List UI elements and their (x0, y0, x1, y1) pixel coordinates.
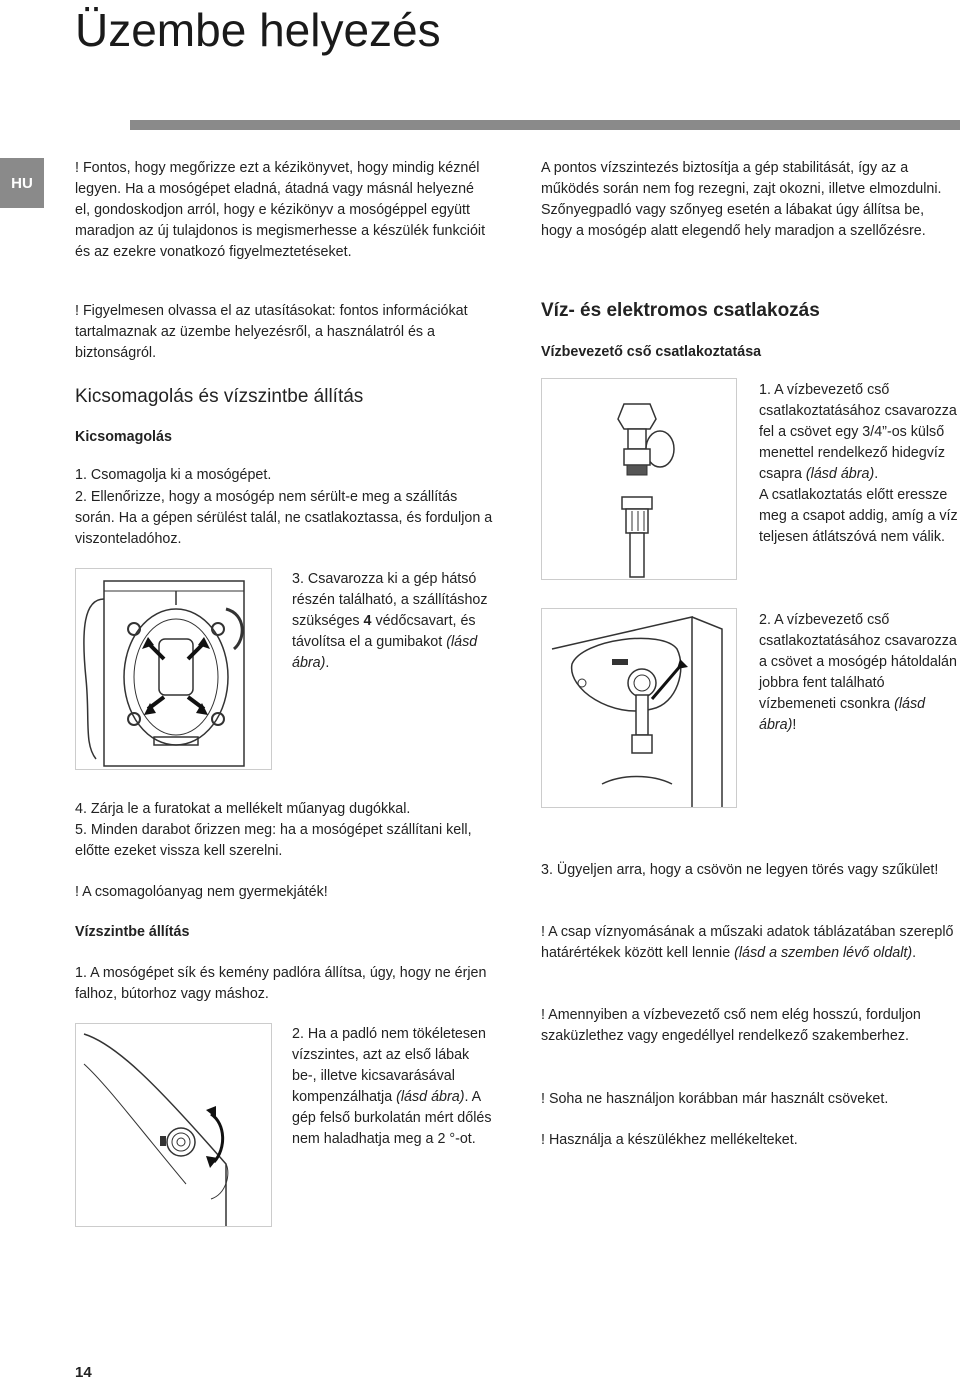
used-hose-warning: ! Soha ne használjon korábban már használt csöveket. (541, 1091, 889, 1107)
hose-step-1-flush: A csatlakoztatás előtt eressze meg a csapot addig, amíg a víz teljesen átlátszóvá nem válik. (759, 487, 958, 545)
hose-step-2 (759, 610, 959, 736)
supplied-hose-warning: ! Használja a készülékhez mellékelteket. (541, 1132, 798, 1148)
figure-machine-back (75, 568, 272, 770)
unpack-step-3 (292, 569, 497, 674)
water-pressure-warning (541, 922, 956, 964)
punctuation: . (325, 655, 330, 671)
hose-step-2-text: 2. A vízbevezető cső csatlakoztatásához csavarozza a csövet a mosógép hátoldalán jobbra fent található vízbemeneti csonkra (759, 612, 957, 712)
level-step-2-text: 2. Ha a padló nem tökéletesen vízszintes, azt az első lábak be-, illetve kicsavarásával kompenzálhatja (292, 1026, 486, 1105)
subsection-title-leveling: Vízszintbe állítás (75, 924, 190, 940)
see-figure-ref: (lásd ábra) (805, 466, 875, 482)
instructions-note: ! Figyelmesen olvassa el az utasításokat: fontos információkat tartalmaznak az üzembe helyezésről, a használatról és a biztonságról. (75, 303, 468, 361)
unpack-step-4: 4. Zárja le a furatokat a mellékelt műanyag dugókkal. (75, 801, 411, 817)
unpack-step-3-text-2: védőcsavart, és távolítsa el a gumibakot (292, 613, 476, 650)
punctuation: . (912, 945, 917, 961)
packaging-warning: ! A csomagolóanyag nem gyermekjáték! (75, 884, 328, 900)
figure-foot-adjust (75, 1023, 272, 1227)
unpack-step-5: 5. Minden darabot őrizzen meg: ha a mosógépet szállítani kell, előtte ezeket vissza kell szerelni. (75, 822, 472, 859)
figure-hose-machine (541, 608, 737, 808)
section-title-water-electric: Víz- és elektromos csatlakozás (541, 300, 820, 321)
unpack-step-1: 1. Csomagolja ki a mosógépet. (75, 467, 272, 483)
machine-back-illustration (76, 569, 271, 769)
see-figure-ref: (lásd ábra) (759, 696, 926, 733)
punctuation: . (874, 466, 879, 482)
page-number: 14 (75, 1364, 92, 1381)
level-step-1: 1. A mosógépet sík és kemény padlóra állítsa, úgy, hogy ne érjen falhoz, bútorhoz vagy máshoz. (75, 965, 487, 1002)
screw-count: 4 (363, 613, 372, 629)
intro-text: ! Fontos, hogy megőrizze ezt a kézikönyvet, hogy mindig kéznél legyen. Ha a mosógépet eladná, átadná vagy másnál helyezné el, gondoskodjon arról, hogy e kézikönyv a mosógéppel együtt maradjon az új tulajdonos is megismerhesse a készülék funkcióit és az ezekre vonatkozó figyelmeztetéseket. (75, 160, 486, 260)
leveling-explanation: A pontos vízszintezés biztosítja a gép stabilitását, így az a működés során nem fog rezegni, zajt okozni, illetve elmozdulni. Szőnyegpadló vagy szőnyeg esetén a lábakat úgy állítsa be, hogy a mosógép alatt elegendő hely maradjon a szellőzésre. (541, 160, 942, 239)
section-title-unpacking-leveling: Kicsomagolás és vízszintbe állítás (75, 386, 364, 407)
warning-text: ! A csap víznyomásának a műszaki adatok táblázatában szereplő határértékek között kell lennie (541, 924, 954, 961)
hose-step-1 (759, 380, 959, 548)
page-title: Üzembe helyezés (75, 4, 441, 56)
header-rule (130, 120, 960, 130)
tap-hose-illustration (542, 379, 736, 579)
punctuation: ! (792, 717, 797, 733)
unpack-step-3-text: 3. Csavarozza ki a gép hátsó részén található, a szállításhoz szükséges (292, 571, 488, 629)
see-opposite-page-ref: (lásd a szemben lévő oldalt) (734, 945, 913, 961)
level-step-2-text-2: . A gép felső burkolatán mért dőlés nem haladhatja meg a 2 °-ot. (292, 1089, 492, 1147)
see-figure-ref: (lásd ábra) (396, 1089, 465, 1105)
hose-step-1-text: 1. A vízbevezető cső csatlakoztatásához csavarozza fel a csövet egy 3/4”-os külső menettel rendelkező hidegvíz csapra (759, 382, 957, 482)
level-step-2 (292, 1024, 497, 1150)
hose-machine-illustration (542, 609, 736, 807)
hose-step-3: 3. Ügyeljen arra, hogy a csövön ne legyen törés vagy szűkület! (541, 862, 939, 878)
hose-length-warning: ! Amennyiben a vízbevezető cső nem elég hosszú, forduljon szaküzlethez vagy engedéllyel rendelkező szakemberhez. (541, 1007, 921, 1044)
see-figure-ref: (lásd ábra) (292, 634, 478, 671)
language-tab: HU (0, 158, 44, 208)
subsection-title-unpacking: Kicsomagolás (75, 429, 172, 445)
foot-adjust-illustration (76, 1024, 271, 1226)
unpack-step-2: 2. Ellenőrizze, hogy a mosógép nem sérült-e meg a szállítás során. Ha a gépen sérülést talál, ne csatlakoztassa, és forduljon a viszonteladóhoz. (75, 489, 493, 547)
subsection-title-water-inlet: Vízbevezető cső csatlakoztatása (541, 344, 762, 360)
intro-paragraph (75, 158, 493, 263)
figure-tap-hose (541, 378, 737, 580)
